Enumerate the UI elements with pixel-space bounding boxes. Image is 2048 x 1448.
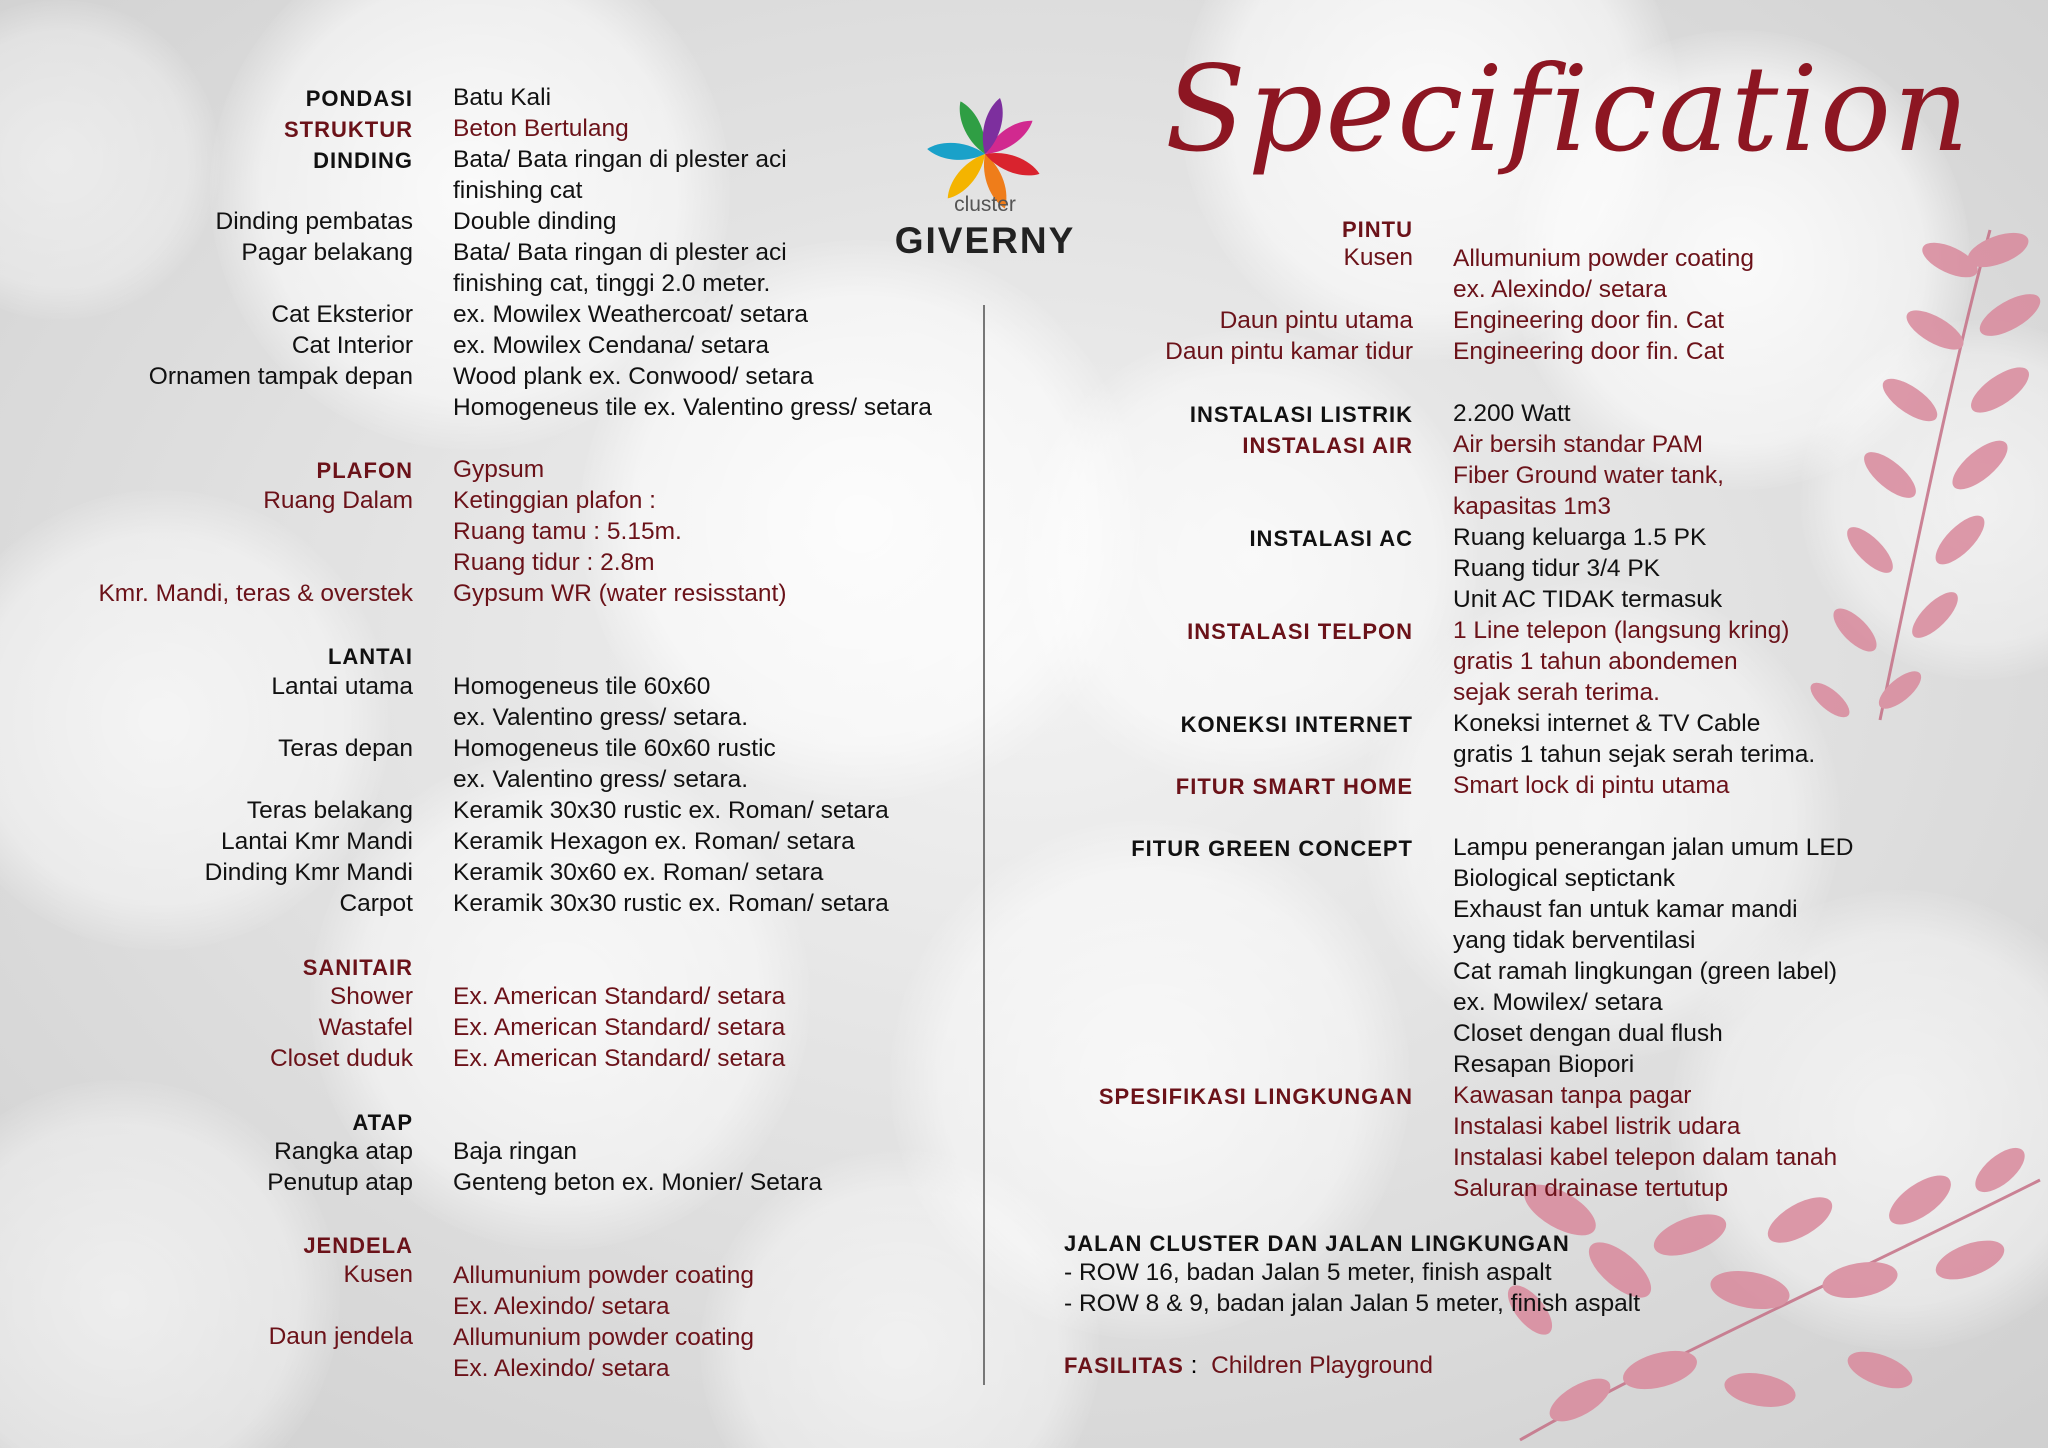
- label-daun-pintu-utama: Daun pintu utama: [1219, 307, 1413, 334]
- value-daun-jendela-2: Ex. Alexindo/ setara: [453, 1355, 670, 1382]
- label-sanitair: SANITAIR: [302, 955, 413, 980]
- value-teras-depan-1: Homogeneus tile 60x60 rustic: [453, 735, 776, 762]
- label-instalasi-telpon: INSTALASI TELPON: [1187, 619, 1413, 644]
- value-teras-belakang: Keramik 30x30 rustic ex. Roman/ setara: [453, 797, 889, 824]
- label-daun-pintu-kamar: Daun pintu kamar tidur: [1165, 338, 1413, 365]
- label-pagar-belakang: Pagar belakang: [241, 239, 413, 266]
- value-ornamen-2: Homogeneus tile ex. Valentino gress/ setara: [453, 394, 932, 421]
- label-ruang-dalam: Ruang Dalam: [263, 487, 413, 514]
- value-ruang-dalam-1: Ketinggian plafon :: [453, 487, 656, 514]
- label-instalasi-air: INSTALASI AIR: [1242, 433, 1413, 458]
- value-daun-pintu-utama: Engineering door fin. Cat: [1453, 307, 1725, 334]
- page-title: Specification: [1165, 40, 1972, 178]
- label-fasilitas: FASILITAS: [1064, 1353, 1184, 1378]
- label-teras-belakang: Teras belakang: [246, 797, 413, 824]
- lingkungan-item: Instalasi kabel telepon dalam tanah: [1453, 1144, 1838, 1171]
- value-kusen-pintu-1: Allumunium powder coating: [1453, 245, 1754, 272]
- value-kusen-jendela-2: Ex. Alexindo/ setara: [453, 1293, 670, 1320]
- value-lantai-kmr-mandi: Keramik Hexagon ex. Roman/ setara: [453, 828, 855, 855]
- value-daun-jendela-1: Allumunium powder coating: [453, 1324, 754, 1351]
- green-item: Exhaust fan untuk kamar mandi: [1453, 896, 1798, 923]
- value-struktur: Beton Bertulang: [453, 115, 629, 142]
- value-fitur-smart-home: Smart lock di pintu utama: [1453, 772, 1730, 799]
- leaf-branch-top-decoration: [1760, 220, 2048, 740]
- label-plafon: PLAFON: [316, 458, 413, 483]
- green-item: yang tidak berventilasi: [1453, 927, 1696, 954]
- label-cat-eksterior: Cat Eksterior: [271, 301, 413, 328]
- value-pondasi: Batu Kali: [453, 84, 552, 111]
- value-dinding-1: Bata/ Bata ringan di plester aci: [453, 146, 787, 173]
- value-lantai-utama-2: ex. Valentino gress/ setara.: [453, 704, 749, 731]
- green-item: Cat ramah lingkungan (green label): [1453, 958, 1838, 985]
- label-spesifikasi-lingkungan: SPESIFIKASI LINGKUNGAN: [1098, 1084, 1413, 1109]
- label-atap: ATAP: [352, 1110, 413, 1135]
- value-kusen-jendela-1: Allumunium powder coating: [453, 1262, 754, 1289]
- label-ornamen: Ornamen tampak depan: [148, 363, 413, 390]
- value-instalasi-telpon-3: sejak serah terima.: [1453, 679, 1660, 706]
- value-fasilitas: Children Playground: [1211, 1352, 1434, 1379]
- label-penutup-atap: Penutup atap: [267, 1169, 413, 1196]
- label-dinding-kmr-mandi: Dinding Kmr Mandi: [204, 859, 413, 886]
- label-shower: Shower: [329, 983, 413, 1010]
- label-kusen-pintu: Kusen: [1343, 244, 1413, 271]
- lingkungan-item: Kawasan tanpa pagar: [1453, 1082, 1692, 1109]
- logo-brand-name: GIVERNY: [894, 220, 1076, 261]
- value-penutup-atap: Genteng beton ex. Monier/ Setara: [453, 1169, 823, 1196]
- value-ruang-dalam-2: Ruang tamu : 5.15m.: [453, 518, 682, 545]
- label-pintu: PINTU: [1342, 217, 1413, 242]
- value-instalasi-ac-2: Ruang tidur 3/4 PK: [1453, 555, 1661, 582]
- value-dinding-kmr-mandi: Keramik 30x60 ex. Roman/ setara: [453, 859, 824, 886]
- label-teras-depan: Teras depan: [278, 735, 413, 762]
- label-jalan-cluster: JALAN CLUSTER DAN JALAN LINGKUNGAN: [1064, 1231, 1570, 1256]
- label-wastafel: Wastafel: [318, 1014, 413, 1041]
- lingkungan-item: Saluran drainase tertutup: [1453, 1175, 1729, 1202]
- value-instalasi-telpon-1: 1 Line telepon (langsung kring): [1453, 617, 1790, 644]
- value-instalasi-air-3: kapasitas 1m3: [1453, 493, 1611, 520]
- value-instalasi-air-1: Air bersih standar PAM: [1453, 431, 1704, 458]
- green-item: Biological septictank: [1453, 865, 1675, 892]
- label-lantai-kmr-mandi: Lantai Kmr Mandi: [220, 828, 413, 855]
- green-item: ex. Mowilex/ setara: [1453, 989, 1663, 1016]
- label-dinding-pembatas: Dinding pembatas: [215, 208, 413, 235]
- value-instalasi-air-2: Fiber Ground water tank,: [1453, 462, 1724, 489]
- label-daun-jendela: Daun jendela: [268, 1323, 413, 1350]
- value-koneksi-internet-1: Koneksi internet & TV Cable: [1453, 710, 1761, 737]
- value-cat-interior: ex. Mowilex Cendana/ setara: [453, 332, 769, 359]
- value-dinding-2: finishing cat: [453, 177, 583, 204]
- value-instalasi-ac-1: Ruang keluarga 1.5 PK: [1453, 524, 1707, 551]
- label-carpot: Carpot: [339, 890, 413, 917]
- jalan-line-1: - ROW 16, badan Jalan 5 meter, finish aspalt: [1064, 1259, 1552, 1286]
- lingkungan-item: Instalasi kabel listrik udara: [1453, 1113, 1741, 1140]
- value-rangka-atap: Baja ringan: [453, 1138, 577, 1165]
- fasilitas-separator: :: [1183, 1352, 1212, 1379]
- fasilitas-row: [1064, 1352, 1433, 1380]
- value-daun-pintu-kamar: Engineering door fin. Cat: [1453, 338, 1725, 365]
- column-divider: [983, 305, 985, 1385]
- value-instalasi-ac-3: Unit AC TIDAK termasuk: [1453, 586, 1723, 613]
- label-dinding: DINDING: [313, 148, 413, 173]
- value-pagar-belakang-1: Bata/ Bata ringan di plester aci: [453, 239, 787, 266]
- logo-cluster-word: cluster: [954, 193, 1016, 216]
- value-ruang-dalam-3: Ruang tidur : 2.8m: [453, 549, 655, 576]
- value-wastafel: Ex. American Standard/ setara: [453, 1014, 786, 1041]
- value-carpot: Keramik 30x30 rustic ex. Roman/ setara: [453, 890, 889, 917]
- value-pagar-belakang-2: finishing cat, tinggi 2.0 meter.: [453, 270, 771, 297]
- value-dinding-pembatas: Double dinding: [453, 208, 617, 235]
- value-kusen-pintu-2: ex. Alexindo/ setara: [1453, 276, 1667, 303]
- value-lantai-utama-1: Homogeneus tile 60x60: [453, 673, 711, 700]
- label-fitur-smart-home: FITUR SMART HOME: [1175, 774, 1413, 799]
- label-kusen-jendela: Kusen: [343, 1261, 413, 1288]
- value-instalasi-telpon-2: gratis 1 tahun abondemen: [1453, 648, 1738, 675]
- value-kmr-mandi: Gypsum WR (water resisstant): [453, 580, 787, 607]
- label-fitur-green-concept: FITUR GREEN CONCEPT: [1131, 836, 1413, 861]
- value-plafon: Gypsum: [453, 456, 545, 483]
- label-closet-duduk: Closet duduk: [269, 1045, 413, 1072]
- label-lantai: LANTAI: [327, 644, 413, 669]
- label-koneksi-internet: KONEKSI INTERNET: [1180, 712, 1413, 737]
- value-teras-depan-2: ex. Valentino gress/ setara.: [453, 766, 749, 793]
- label-lantai-utama: Lantai utama: [271, 673, 413, 700]
- value-closet-duduk: Ex. American Standard/ setara: [453, 1045, 786, 1072]
- value-instalasi-listrik: 2.200 Watt: [1453, 400, 1571, 427]
- value-koneksi-internet-2: gratis 1 tahun sejak serah terima.: [1453, 741, 1816, 768]
- label-pondasi: PONDASI: [305, 86, 413, 111]
- value-shower: Ex. American Standard/ setara: [453, 983, 786, 1010]
- label-kmr-mandi: Kmr. Mandi, teras & overstek: [98, 580, 413, 607]
- label-instalasi-listrik: INSTALASI LISTRIK: [1189, 402, 1413, 427]
- green-item: Lampu penerangan jalan umum LED: [1453, 834, 1854, 861]
- label-cat-interior: Cat Interior: [291, 332, 413, 359]
- label-instalasi-ac: INSTALASI AC: [1249, 526, 1413, 551]
- label-jendela: JENDELA: [303, 1233, 413, 1258]
- jalan-line-2: - ROW 8 & 9, badan jalan Jalan 5 meter, finish aspalt: [1064, 1290, 1641, 1317]
- green-item: Resapan Biopori: [1453, 1051, 1635, 1078]
- value-cat-eksterior: ex. Mowilex Weathercoat/ setara: [453, 301, 808, 328]
- green-item: Closet dengan dual flush: [1453, 1020, 1723, 1047]
- label-rangka-atap: Rangka atap: [274, 1138, 413, 1165]
- value-ornamen-1: Wood plank ex. Conwood/ setara: [453, 363, 814, 390]
- label-struktur: STRUKTUR: [284, 117, 413, 142]
